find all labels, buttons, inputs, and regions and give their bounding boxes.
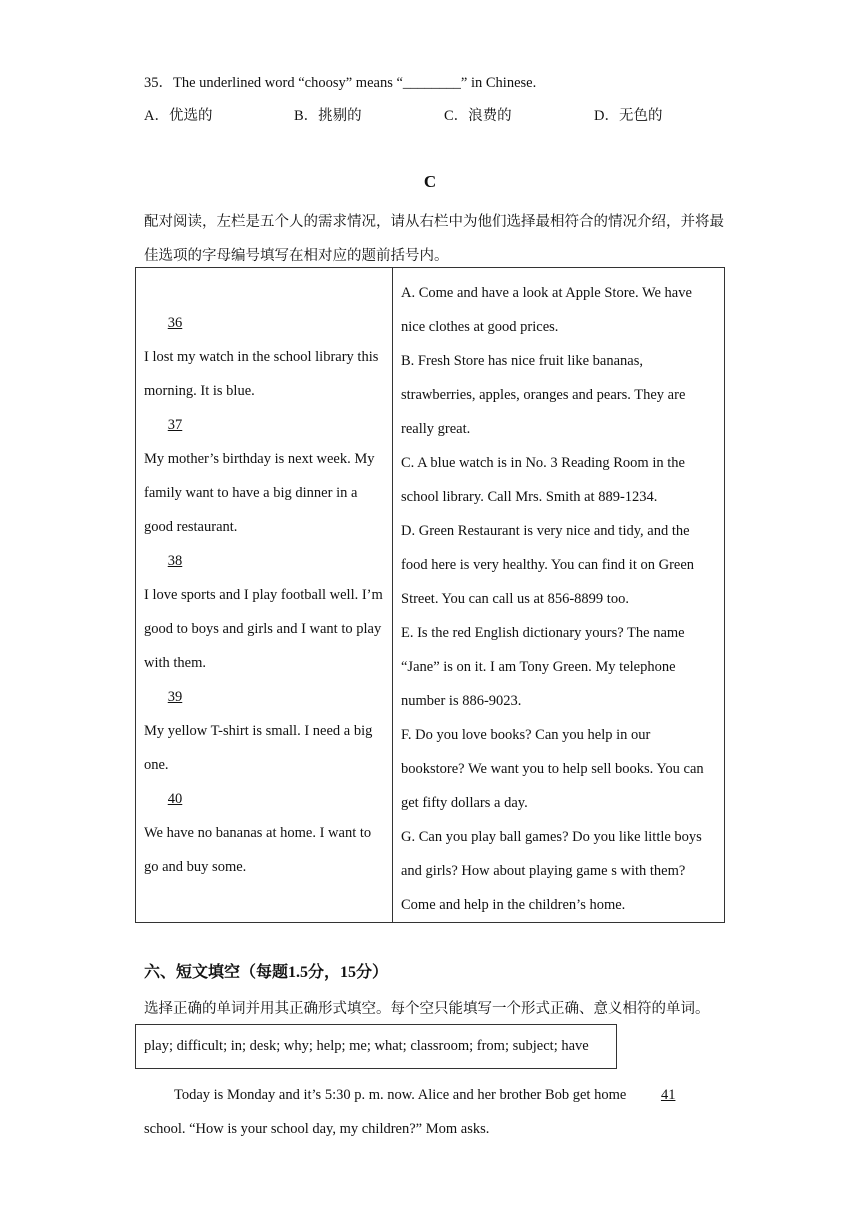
question-35-stem: 35．The underlined word “choosy” means “________” in Chinese. [144,75,537,91]
section-6-instruction: 选择正确的单词并用其正确形式填空。每个空只能填写一个形式正确、意义相符的单词。 [144,1001,710,1017]
answer-blank[interactable]: 40 [167,791,183,807]
section-c-instruction: 配对阅读，左栏是五个人的需求情况，请从右栏中为他们选择最相符合的情况介绍，并将最佳选项的字母编号填写在相对应的题前括号内。 [144,214,724,264]
options-column [393,268,725,923]
left-item: 36 I lost my watch in the school library this morning. It is blue. [144,306,384,408]
left-item: 39 My yellow T-shirt is small. I need a big one. [144,680,384,782]
option-c: C．浪费的 [444,108,512,124]
section-c-title: C [423,172,437,191]
right-item-g: G. Can you play ball games? Do you like little boys and girls? How about playing game s with them? Come and help in the children’s home. [401,829,702,913]
left-item: 37 My mother’s birthday is next week. My family want to have a big dinner in a good restaurant. [144,408,384,544]
answer-blank-41[interactable]: 41 [660,1087,676,1103]
right-item-e: E. Is the red English dictionary yours? The name “Jane” is on it. I am Tony Green. My telephone number is 886-9023. [401,625,685,709]
right-item-d: D. Green Restaurant is very nice and tidy, and the food here is very healthy. You can find it on Green Street. You can call us at 856-8899 too. [401,523,695,607]
answer-blank[interactable]: 38 [167,553,183,569]
answer-blank[interactable]: 39 [167,689,183,705]
left-item: 40 We have no bananas at home. I want to go and buy some. [144,782,384,884]
option-a: A．优选的 [144,108,213,124]
passage-paragraph [144,1078,734,1146]
answer-blank[interactable]: 36 [167,315,183,331]
answer-blank[interactable]: 37 [167,417,183,433]
option-b: B．挑剔的 [294,108,362,124]
option-d: D．无色的 [594,108,663,124]
matching-table [135,267,725,923]
right-item-b: B. Fresh Store has nice fruit like bananas, strawberries, apples, oranges and pears. They are really great. [401,353,686,437]
question-35-options [144,105,764,127]
left-item: 38 I love sports and I play football well. I’m good to boys and girls and I want to play with them. [144,544,384,680]
word-bank [135,1024,617,1069]
passage-text-1: Today is Monday and it’s 5:30 p. m. now. Alice and her brother Bob get home [174,1087,627,1103]
right-item-f: F. Do you love books? Can you help in our bookstore? We want you to help sell books. You can get fifty dollars a day. [401,727,704,811]
right-item-c: C. A blue watch is in No. 3 Reading Room in the school library. Call Mrs. Smith at 889-1234. [401,455,685,505]
needs-column [136,268,393,923]
section-6-title: 六、短文填空（每题1.5分，15分） [144,964,389,981]
right-item-a: A. Come and have a look at Apple Store. We have nice clothes at good prices. [401,285,692,335]
word-bank-text: play; difficult; in; desk; why; help; me; what; classroom; from; subject; have [144,1038,589,1054]
passage-text-2: school. “How is your school day, my children?” Mom asks. [144,1121,490,1137]
